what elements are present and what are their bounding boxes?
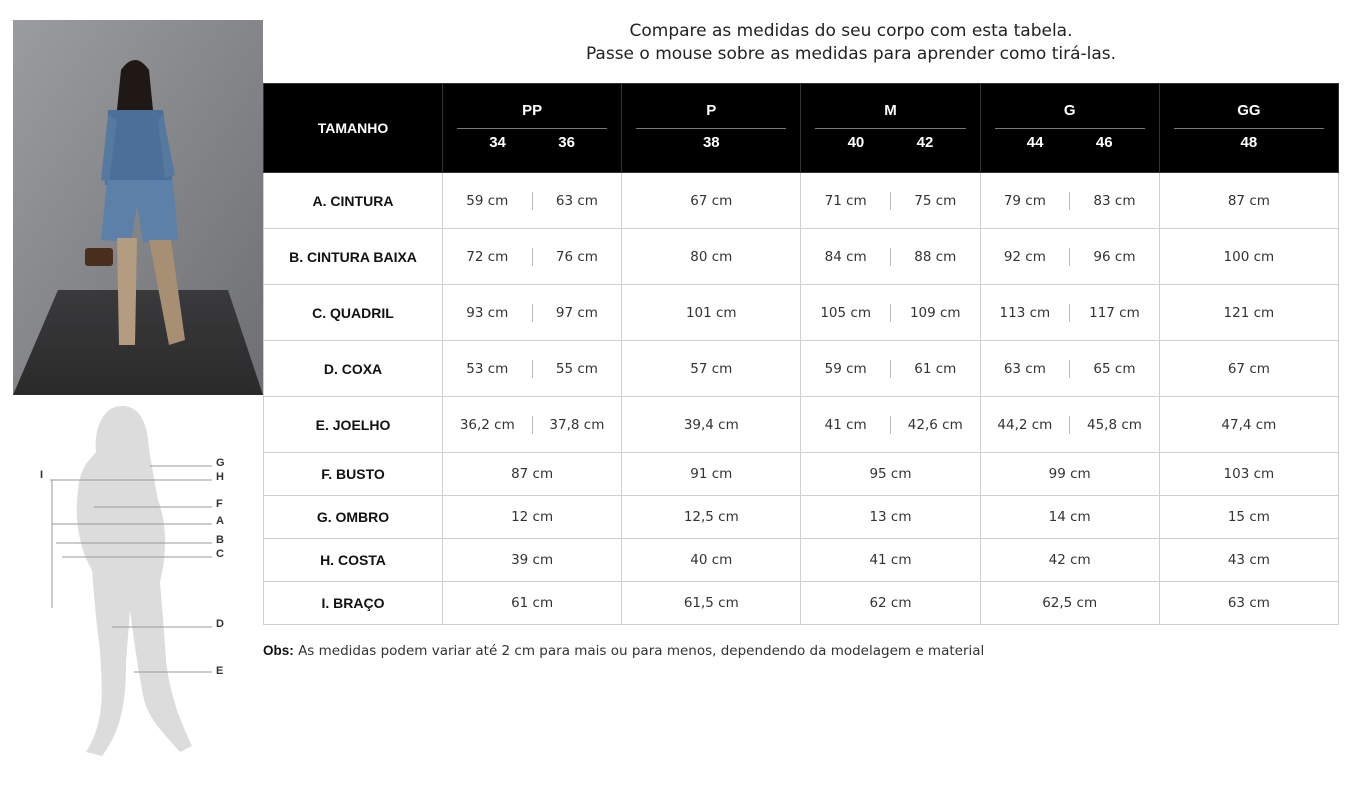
cell-value: 63 cm [1003,360,1046,377]
table-cell: 42 cm [980,539,1159,582]
marker-i: I [40,469,44,481]
cell-value: 75 cm [914,192,957,209]
size-number: 44 [1026,134,1044,151]
table-cell: 101 cm [622,285,801,341]
row-label[interactable]: C. QUADRIL [264,285,443,341]
table-cell: 40 cm [622,539,801,582]
cell-value: 36,2 cm [459,416,515,433]
table-cell: 57 cm [622,341,801,397]
cell-value: 84 cm [824,248,867,265]
header-group-g [980,84,1159,173]
table-cell: 13 cm [801,496,980,539]
table-cell [980,229,1159,285]
table-cell [801,397,980,453]
table-row [264,173,1339,229]
header-row [264,84,1339,173]
table-cell [980,341,1159,397]
intro-text [463,20,1239,66]
cell-value: 59 cm [466,192,509,209]
table-cell: 12,5 cm [622,496,801,539]
table-cell: 61,5 cm [622,582,801,625]
table-cell [443,285,622,341]
intro-line-2: Passe o mouse sobre as medidas para aprender como tirá-las. [585,44,1117,64]
table-cell [443,173,622,229]
size-number: 42 [916,134,934,151]
obs-text: As medidas podem variar até 2 cm para mais ou para menos, dependendo da modelagem e material [298,643,985,659]
table-cell [443,229,622,285]
cell-value: 105 cm [820,304,871,321]
table-cell: 67 cm [622,173,801,229]
table-cell: 100 cm [1159,229,1338,285]
table-cell [980,173,1159,229]
table-cell [443,397,622,453]
cell-value: 117 cm [1089,304,1140,321]
marker-h: H [216,471,224,483]
table-cell [980,397,1159,453]
header-group-gg [1159,84,1338,173]
cell-value: 109 cm [909,304,961,321]
group-name: GG [1237,102,1261,119]
cell-value: 72 cm [466,248,509,265]
marker-c: C [216,548,224,560]
cell-value: 113 cm [999,304,1051,321]
table-cell [801,285,980,341]
table-cell: 62 cm [801,582,980,625]
group-name: PP [522,102,543,119]
size-number: 36 [558,134,575,151]
cell-value: 71 cm [824,192,867,209]
table-cell: 61 cm [443,582,622,625]
table-row [264,285,1339,341]
table-cell [980,285,1159,341]
size-number: 34 [489,134,506,151]
table-cell [801,229,980,285]
cell-value: 92 cm [1003,248,1046,265]
table-cell [443,341,622,397]
model-photo [13,20,263,395]
cell-value: 44,2 cm [997,416,1053,433]
table-cell: 41 cm [801,539,980,582]
table-cell: 121 cm [1159,285,1338,341]
table-cell: 87 cm [443,453,622,496]
cell-value: 88 cm [914,248,957,265]
cell-value: 83 cm [1093,192,1136,209]
obs-label: Obs: [263,643,294,658]
cell-value: 61 cm [914,360,957,377]
marker-b: B [216,534,224,546]
group-name: P [706,102,717,119]
cell-value: 37,8 cm [549,416,605,433]
table-row [264,397,1339,453]
cell-value: 55 cm [555,360,598,377]
table-cell: 80 cm [622,229,801,285]
cell-value: 59 cm [824,360,867,377]
table-cell: 15 cm [1159,496,1338,539]
cell-value: 42,6 cm [907,416,963,433]
table-cell: 63 cm [1159,582,1338,625]
table-row [264,496,1339,539]
row-label[interactable]: E. JOELHO [264,397,443,453]
row-label[interactable]: F. BUSTO [264,453,443,496]
table-row [264,453,1339,496]
header-group-m [801,84,980,173]
size-chart-table [263,83,1339,625]
cell-value: 65 cm [1093,360,1136,377]
table-row [264,582,1339,625]
cell-value: 76 cm [555,248,598,265]
marker-d: D [216,618,224,630]
cell-value: 41 cm [824,416,867,433]
table-cell: 91 cm [622,453,801,496]
table-cell [801,341,980,397]
row-label[interactable]: A. CINTURA [264,173,443,229]
marker-e: E [216,665,224,677]
marker-a: A [216,515,224,527]
cell-value: 45,8 cm [1086,416,1142,433]
header-group-pp [443,84,622,173]
row-label[interactable]: I. BRAÇO [264,582,443,625]
cell-value: 93 cm [466,304,509,321]
observation-note [263,643,984,659]
row-label[interactable]: H. COSTA [264,539,443,582]
table-cell: 43 cm [1159,539,1338,582]
table-cell: 39,4 cm [622,397,801,453]
header-tamanho: TAMANHO [264,84,443,173]
cell-value: 53 cm [466,360,509,377]
table-cell: 67 cm [1159,341,1338,397]
intro-line-1: Compare as medidas do seu corpo com esta tabela. [629,21,1073,41]
table-row [264,539,1339,582]
marker-f: F [216,498,223,510]
size-number: 38 [702,134,720,151]
table-cell: 99 cm [980,453,1159,496]
row-label[interactable]: G. OMBRO [264,496,443,539]
cell-value: 63 cm [555,192,598,209]
cell-value: 96 cm [1093,248,1136,265]
table-cell [801,173,980,229]
table-cell: 87 cm [1159,173,1338,229]
table-cell: 39 cm [443,539,622,582]
row-label[interactable]: B. CINTURA BAIXA [264,229,443,285]
size-number: 46 [1095,134,1113,151]
table-cell: 95 cm [801,453,980,496]
size-number: 40 [847,134,865,151]
cell-value: 79 cm [1003,192,1046,209]
header-group-p [622,84,801,173]
table-cell: 62,5 cm [980,582,1159,625]
table-cell: 103 cm [1159,453,1338,496]
size-number: 48 [1240,134,1258,151]
table-row [264,341,1339,397]
group-name: M [884,102,897,119]
table-cell: 47,4 cm [1159,397,1338,453]
cell-value: 97 cm [555,304,598,321]
body-silhouette-diagram [30,400,240,770]
table-row [264,229,1339,285]
group-name: G [1063,102,1076,119]
row-label[interactable]: D. COXA [264,341,443,397]
table-cell: 14 cm [980,496,1159,539]
marker-g: G [216,457,225,469]
table-cell: 12 cm [443,496,622,539]
